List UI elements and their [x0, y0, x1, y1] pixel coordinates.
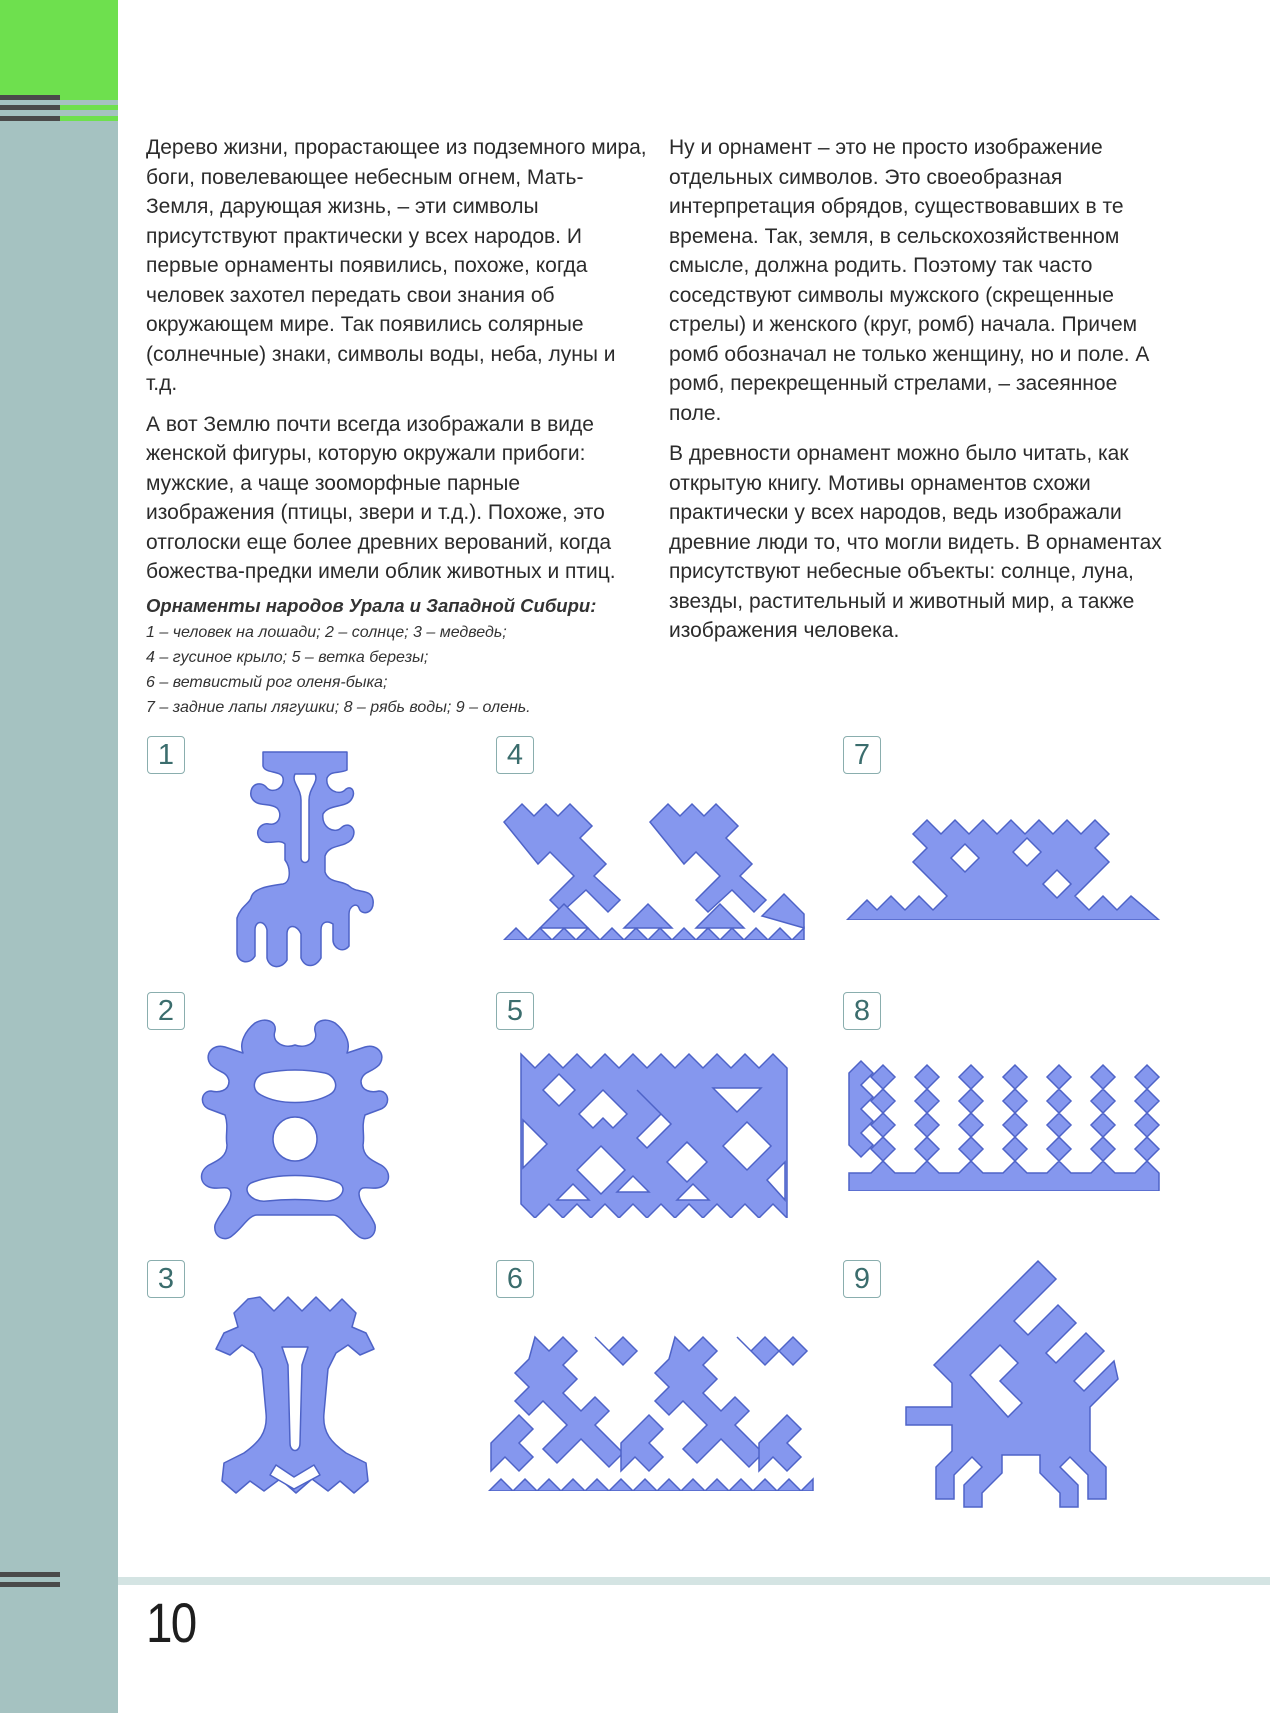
deer-ornament	[890, 1255, 1122, 1515]
caption-line: 4 – гусиное крыло; 5 – ветка березы;	[146, 649, 429, 666]
page-number: 10	[146, 1591, 196, 1654]
right-column	[669, 133, 1174, 657]
paragraph: Дерево жизни, прорастающее из подземного мира, боги, повелевающее небесным огнем, Мать-Земля, дарующая жизнь, – эти символы присутствуют практически у всех народов. И первые орнаменты появились, похоже, когда человек захотел передать свои знания об окружающем мире. Так появились солярные (солнечные) знаки, символы воды, неба, луны и т.д.	[146, 136, 647, 395]
bottom-stripe	[0, 1572, 60, 1577]
ornament-number: 7	[843, 736, 881, 774]
bear-ornament	[210, 1293, 380, 1503]
ornament-number: 1	[147, 736, 185, 774]
ornament-number: 2	[147, 992, 185, 1030]
sidebar	[0, 0, 118, 1713]
paragraph: В древности орнамент можно было читать, как открытую книгу. Мотивы орнаментов схожи практически у всех народов, ведь изображали древние люди то, что могли видеть. В орнаментах присутствуют небесные объекты: солнце, луна, звезды, растительный и животный мир, а также изображения человека.	[669, 442, 1162, 642]
ornament-number: 5	[496, 992, 534, 1030]
bottom-stripe	[0, 1582, 60, 1587]
footer-rule	[118, 1577, 1270, 1585]
sidebar-accent	[0, 0, 118, 95]
birch-branch-ornament	[517, 1050, 792, 1218]
ornament-number: 9	[843, 1260, 881, 1298]
paragraph: Ну и орнамент – это не просто изображение отдельных символов. Это своеобразная интерпретация обрядов, существовавших в те времена. Так, земля, в сельскохозяйственном смысле, должна родить. Поэтому так часто соседствуют символы мужского (скрещенные стрелы) и женского (круг, ромб) начала. Причем ромб обозначал не только женщину, но и поле. А ромб, перекрещенный стрелами, – засеянное поле.	[669, 136, 1150, 425]
caption-line: 7 – задние лапы лягушки; 8 – рябь воды; 9 – олень.	[146, 699, 531, 716]
sun-ornament	[195, 1015, 395, 1247]
human-on-horse-ornament	[225, 748, 385, 976]
ornament-number: 4	[496, 736, 534, 774]
deer-antler-ornament	[485, 1325, 820, 1491]
goose-wing-ornament	[500, 800, 810, 940]
top-stripe	[0, 95, 60, 100]
water-ripple-ornament	[845, 1055, 1163, 1191]
top-stripe	[60, 105, 118, 110]
frog-legs-ornament	[843, 800, 1163, 920]
caption-line: 6 – ветвистый рог оленя-быка;	[146, 674, 388, 691]
caption-line: 1 – человек на лошади; 2 – солнце; 3 – медведь;	[146, 624, 507, 641]
left-column	[146, 133, 651, 598]
ornament-number: 8	[843, 992, 881, 1030]
top-stripe	[60, 116, 118, 121]
top-stripe	[60, 95, 118, 100]
ornament-number: 3	[147, 1260, 185, 1298]
caption-title: Орнаменты народов Урала и Западной Сибири:	[146, 595, 597, 616]
top-stripe	[0, 116, 60, 121]
figure-caption	[146, 595, 666, 720]
top-stripe	[0, 105, 60, 110]
ornament-number: 6	[496, 1260, 534, 1298]
paragraph: А вот Землю почти всегда изображали в виде женской фигуры, которую окружали прибоги: мужские, а чаще зооморфные парные изображения (птицы, звери и т.д.). Похоже, это отголоски еще более древних верований, когда божества-предки имели облик животных и птиц.	[146, 412, 616, 583]
